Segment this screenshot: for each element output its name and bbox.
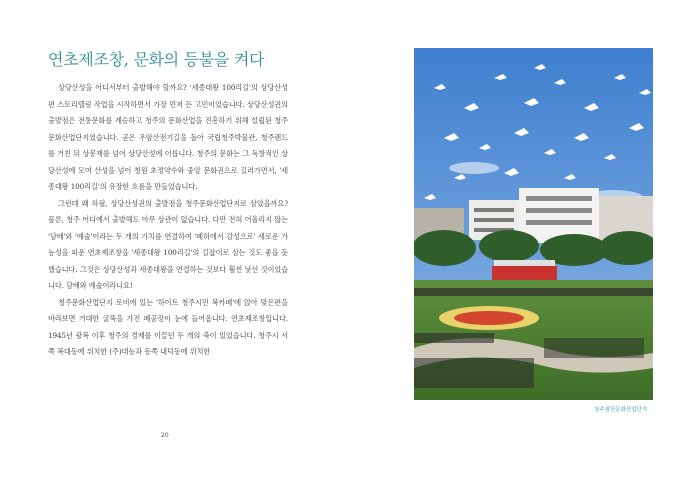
page-number: 20 xyxy=(161,432,169,439)
photo-caption: 청주첨단문화산업단지 xyxy=(594,407,648,413)
event-photo xyxy=(414,48,653,400)
paragraph: 상당산성을 어디서부터 출발해야 할까요? '세종대왕 100리길'의 상당산성편 스토리텔링 작업을 시작하면서 가장 먼저 든 고민이었습니다. 상당산성권의 출발점은 전통문화를 계승하고 청주의 문화산업을 진흥하기 위해 설립된 청주문화산업단지였습니다. 곧은 우암산전기길을 돌아 국립청주박물관, 청주랜드를 거친 뒤 상봉재를 넘어 상당산성에 이릅니다. 청주의 문화는 그 독창적인 상당산성에 모여 산성을 넘어 청원 초정약수와 중앙 문화권으로 길러가면서, '세종대왕 100리길'의 유장한 흐름을 만들었습니다. xyxy=(48,83,288,191)
paragraph: 청주문화산업단지 로비에 있는 '하이트 청주시민 복카페'에 앉아 맞은편을 바라보면 거대한 굴뚝을 가진 폐공장이 눈에 들어옵니다. 연초제조창입니다. 1945년 광복 이후 청주의 경제를 이끌던 두 개의 축이 있었습니다. 청주시 서쪽 복대동에 위치한 (주)대농과 동쪽 내덕동에 위치한 xyxy=(48,297,288,356)
body-text xyxy=(48,80,288,361)
paragraph: 그런데 왜 하필, 상당산성권의 출발점을 청주문화산업단지로 삼았을까요? 물론, 청주 어디에서 출발해도 아무 상관이 없습니다. 다만 전혀 어울리지 않는 '담배'와 '예술'이라는 두 개의 가치를 연결하여 '폐허에서 감성으로' 새로운 가능성을 피운 연초제조창을 '세종대왕 100리길'의 길잡이로 삼는 것도 좋을 듯했습니다. 그것은 상당산성과 세종대왕을 연결하는 것보다 훨씬 낯선 것이었습니다. 담배와 예술이라니요! xyxy=(48,198,288,290)
page-title: 연초제조창, 문화의 등불을 켜다 xyxy=(48,50,265,69)
